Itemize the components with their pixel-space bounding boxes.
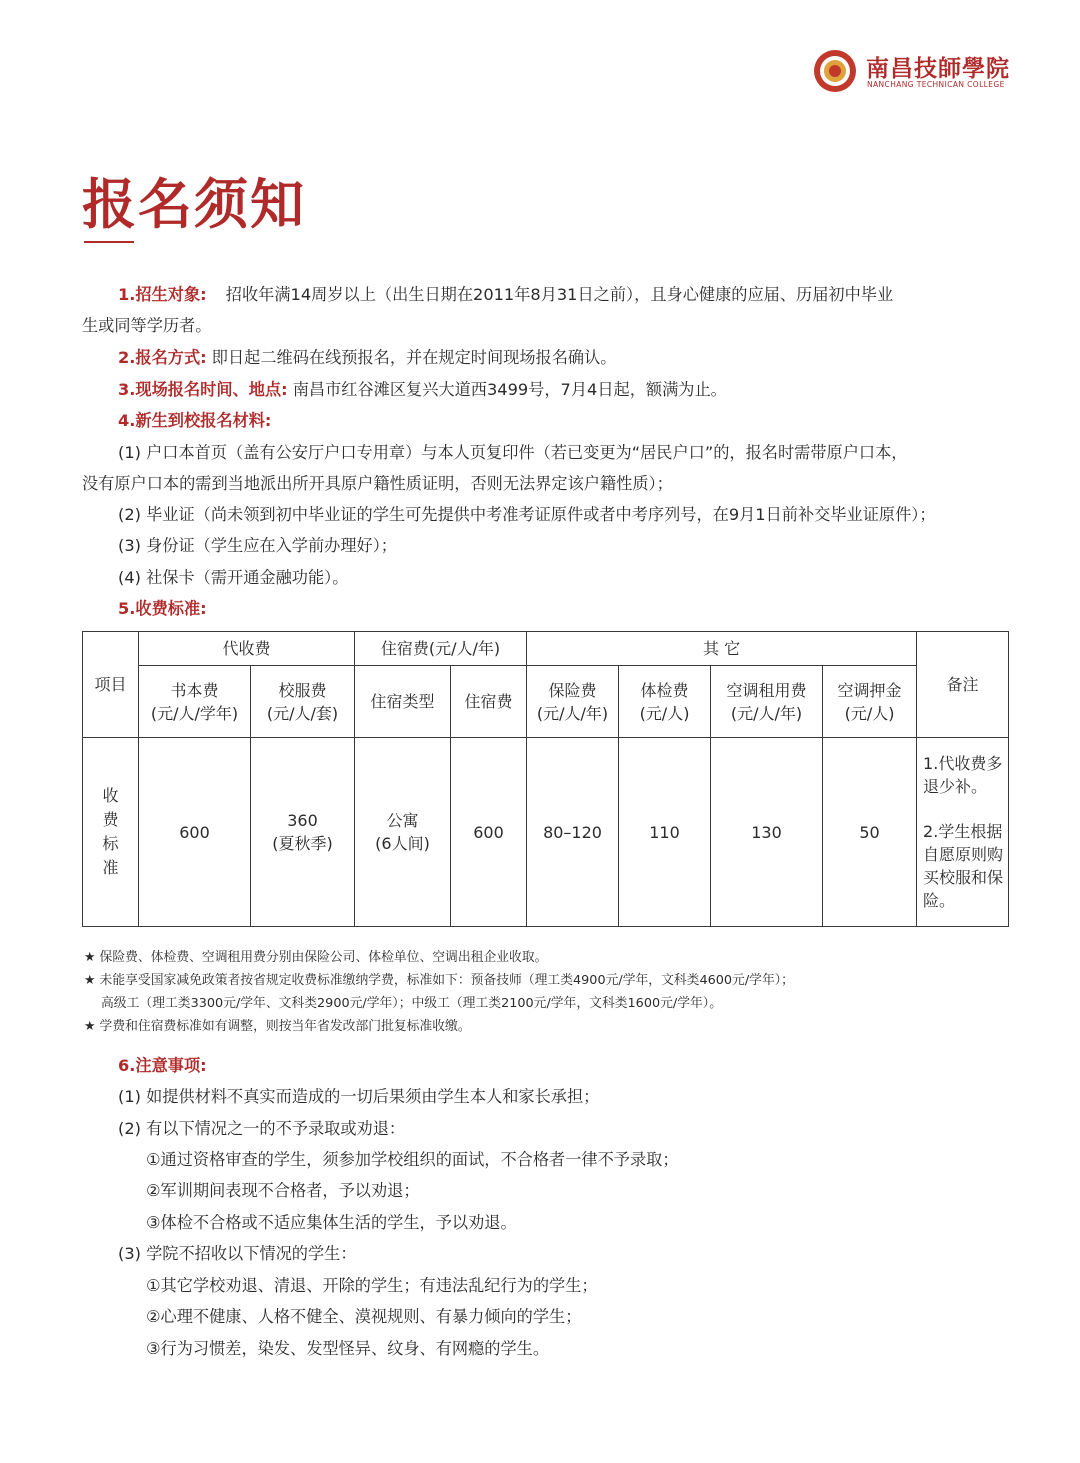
section-6-label: 6.注意事项: — [118, 1056, 207, 1075]
notice-line-7: ①其它学校劝退、清退、开除的学生；有违法乱纪行为的学生； — [146, 1276, 598, 1295]
header-col-5: 保险费 (元/人/年) — [527, 666, 619, 738]
value-insurance: 80–120 — [527, 738, 619, 927]
logo-name-en: NANCHANG TECHNICAN COLLEGE — [867, 80, 1005, 89]
section-2-line — [118, 348, 616, 368]
notice-line-2: (2) 有以下情况之一的不予录取或劝退： — [118, 1119, 406, 1138]
notice-line-1: (1) 如提供材料不真实而造成的一切后果须由学生本人和家长承担； — [118, 1087, 600, 1106]
page-title: 报名须知 — [82, 172, 306, 236]
header-col-1: 书本费 (元/人/学年) — [139, 666, 251, 738]
section-4-item-1: (1) 户口本首页（盖有公安厅户口专用章）与本人页复印件（若已变更为“居民户口”的，报名时需带原户口本， — [118, 443, 908, 462]
header-group-other: 其 它 — [527, 632, 917, 666]
row-label: 收费标准 — [83, 738, 139, 927]
college-emblem-icon — [812, 48, 858, 94]
header-col-6: 体检费 (元/人) — [619, 666, 711, 738]
section-2-label: 2.报名方式: — [118, 348, 207, 367]
college-logo — [812, 48, 1022, 100]
logo-name-cn: 南昌技師學院 — [866, 55, 1010, 82]
remark-cell — [917, 738, 1009, 927]
header-group-daishou: 代收费 — [139, 632, 355, 666]
value-dorm-type: 公寓 (6人间) — [355, 738, 451, 927]
section-5-label: 5.收费标准: — [118, 599, 207, 618]
notice-line-6: (3) 学院不招收以下情况的学生： — [118, 1244, 357, 1263]
section-4-item-3: (3) 身份证（学生应在入学前办理好）； — [118, 536, 397, 555]
section-4-label: 4.新生到校报名材料: — [118, 411, 272, 430]
table-header-row-2 — [83, 666, 1009, 738]
value-checkup: 110 — [619, 738, 711, 927]
section-1-line — [118, 285, 893, 305]
section-1-text: 招收年满14周岁以上（出生日期在2011年8月31日之前），且身心健康的应届、历届初中毕业 — [225, 285, 894, 304]
value-book: 600 — [139, 738, 251, 927]
header-col-2: 校服费 (元/人/套) — [251, 666, 355, 738]
section-4-item-1-cont: 没有原户口本的需到当地派出所开具原户籍性质证明，否则无法界定该户籍性质）； — [82, 474, 673, 493]
value-uniform: 360 (夏秋季) — [251, 738, 355, 927]
header-col-7: 空调租用费 (元/人/年) — [711, 666, 823, 738]
header-remark: 备注 — [917, 632, 1009, 738]
notice-line-8: ②心理不健康、人格不健全、漠视规则、有暴力倾向的学生； — [146, 1307, 582, 1326]
remark-1: 1.代收费多退少补。 — [923, 754, 1003, 796]
section-4-item-4: (4) 社保卡（需开通金融功能）。 — [118, 568, 349, 587]
header-group-zhusu: 住宿费(元/人/年) — [355, 632, 527, 666]
section-1-text-cont: 生或同等学历者。 — [82, 316, 212, 335]
table-row-fees — [83, 738, 1009, 927]
section-3-label: 3.现场报名时间、地点: — [118, 380, 288, 399]
footnote-2: ★ 未能享受国家减免政策者按省规定收费标准缴纳学费，标准如下：预备技师（理工类4900元/学年，文科类4600元/学年）； — [84, 973, 794, 988]
notice-line-3: ①通过资格审查的学生，须参加学校组织的面试，不合格者一律不予录取； — [146, 1150, 679, 1169]
header-col-3: 住宿类型 — [355, 666, 451, 738]
notice-line-4: ②军训期间表现不合格者，予以劝退； — [146, 1181, 420, 1200]
table-header-row-1 — [83, 632, 1009, 666]
section-2-text: 即日起二维码在线预报名，并在规定时间现场报名确认。 — [211, 348, 617, 367]
section-4-item-2: (2) 毕业证（尚未领到初中毕业证的学生可先提供中考准考证原件或者中考序列号，在9月1日前补交毕业证原件）； — [118, 505, 936, 524]
section-1-label: 1.招生对象: — [118, 285, 207, 304]
notice-line-5: ③体检不合格或不适应集体生活的学生，予以劝退。 — [146, 1213, 517, 1232]
header-col-4: 住宿费 — [451, 666, 527, 738]
footnote-1: ★ 保险费、体检费、空调租用费分别由保险公司、体检单位、空调出租企业收取。 — [84, 950, 548, 965]
header-col-8: 空调押金 (元/人) — [823, 666, 917, 738]
value-ac-deposit: 50 — [823, 738, 917, 927]
notice-line-9: ③行为习惯差，染发、发型怪异、纹身、有网瘾的学生。 — [146, 1339, 550, 1358]
header-item: 项目 — [83, 632, 139, 738]
footnote-2-cont: 高级工（理工类3300元/学年、文科类2900元/学年）；中级工（理工类2100元/学年，文科类1600元/学年）。 — [101, 996, 722, 1011]
section-3-text: 南昌市红谷滩区复兴大道西3499号，7月4日起，额满为止。 — [292, 380, 727, 399]
footnote-3: ★ 学费和住宿费标准如有调整，则按当年省发改部门批复标准收缴。 — [84, 1019, 471, 1034]
fee-table — [82, 631, 1009, 927]
remark-2: 2.学生根据自愿原则购买校服和保险。 — [923, 822, 1004, 910]
section-3-line — [118, 380, 727, 400]
title-underline — [84, 241, 134, 243]
value-dorm-fee: 600 — [451, 738, 527, 927]
value-ac-rent: 130 — [711, 738, 823, 927]
